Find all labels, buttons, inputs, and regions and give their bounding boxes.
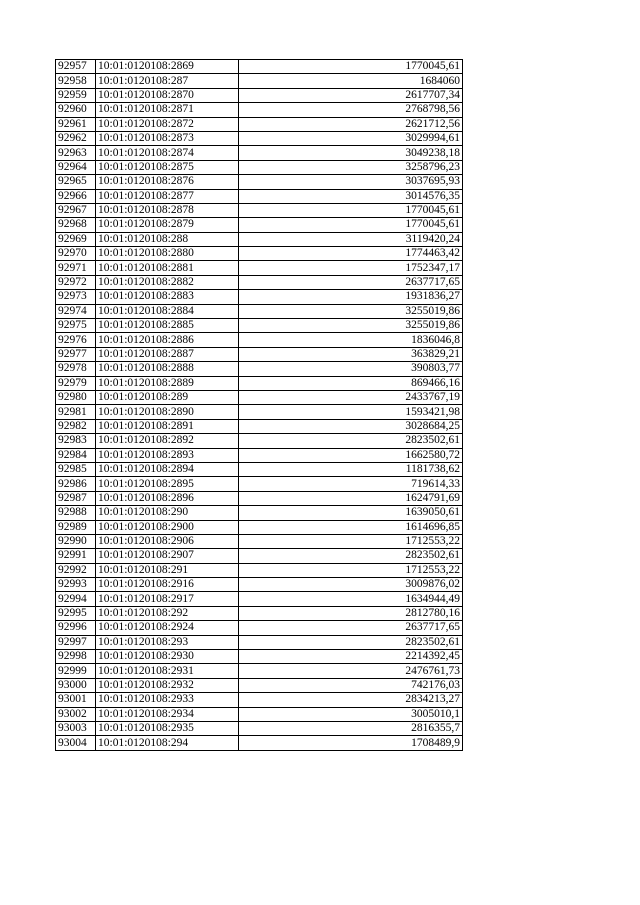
table-row (56, 534, 463, 548)
value-cell: 2812780,16 (239, 606, 463, 620)
table-row (56, 434, 463, 448)
value-cell: 1624791,69 (239, 491, 463, 505)
cadastral-number-cell: 10:01:0120108:2886 (96, 333, 239, 347)
row-number-cell: 92989 (56, 520, 96, 534)
row-number-cell: 92966 (56, 189, 96, 203)
row-number-cell: 92984 (56, 448, 96, 462)
row-number-cell: 92986 (56, 477, 96, 491)
table-row (56, 635, 463, 649)
value-cell: 1712553,22 (239, 563, 463, 577)
value-cell: 2823502,61 (239, 549, 463, 563)
row-number-cell: 92967 (56, 203, 96, 217)
cadastral-number-cell: 10:01:0120108:2894 (96, 462, 239, 476)
row-number-cell: 93000 (56, 678, 96, 692)
cadastral-number-cell: 10:01:0120108:2885 (96, 319, 239, 333)
value-cell: 3119420,24 (239, 232, 463, 246)
value-cell: 1614696,85 (239, 520, 463, 534)
value-cell: 2637717,65 (239, 621, 463, 635)
value-cell: 3029994,61 (239, 131, 463, 145)
value-cell: 3255019,86 (239, 304, 463, 318)
row-number-cell: 92978 (56, 362, 96, 376)
row-number-cell: 93004 (56, 736, 96, 750)
cadastral-number-cell: 10:01:0120108:2934 (96, 707, 239, 721)
row-number-cell: 92996 (56, 621, 96, 635)
cadastral-number-cell: 10:01:0120108:2917 (96, 592, 239, 606)
cadastral-number-cell: 10:01:0120108:2890 (96, 405, 239, 419)
table-row (56, 362, 463, 376)
row-number-cell: 92981 (56, 405, 96, 419)
table-row (56, 664, 463, 678)
table-row (56, 549, 463, 563)
row-number-cell: 92998 (56, 650, 96, 664)
row-number-cell: 92970 (56, 247, 96, 261)
value-cell: 1752347,17 (239, 261, 463, 275)
row-number-cell: 92987 (56, 491, 96, 505)
cadastral-number-cell: 10:01:0120108:292 (96, 606, 239, 620)
cadastral-number-cell: 10:01:0120108:2893 (96, 448, 239, 462)
table-row (56, 74, 463, 88)
table-row (56, 707, 463, 721)
table-row (56, 232, 463, 246)
row-number-cell: 92999 (56, 664, 96, 678)
table-row (56, 563, 463, 577)
value-cell: 1770045,61 (239, 218, 463, 232)
value-cell: 2823502,61 (239, 434, 463, 448)
value-cell: 390803,77 (239, 362, 463, 376)
table-row (56, 203, 463, 217)
value-cell: 2214392,45 (239, 650, 463, 664)
row-number-cell: 92983 (56, 434, 96, 448)
cadastral-number-cell: 10:01:0120108:2933 (96, 693, 239, 707)
value-cell: 1662580,72 (239, 448, 463, 462)
cadastral-number-cell: 10:01:0120108:2907 (96, 549, 239, 563)
value-cell: 1836046,8 (239, 333, 463, 347)
table-row (56, 405, 463, 419)
cadastral-number-cell: 10:01:0120108:2873 (96, 131, 239, 145)
cadastral-number-cell: 10:01:0120108:2874 (96, 146, 239, 160)
value-cell: 1639050,61 (239, 506, 463, 520)
row-number-cell: 92972 (56, 275, 96, 289)
value-cell: 1634944,49 (239, 592, 463, 606)
cadastral-number-cell: 10:01:0120108:288 (96, 232, 239, 246)
row-number-cell: 92985 (56, 462, 96, 476)
value-cell: 3028684,25 (239, 419, 463, 433)
table-row (56, 103, 463, 117)
cadastral-number-cell: 10:01:0120108:2875 (96, 160, 239, 174)
row-number-cell: 92975 (56, 319, 96, 333)
table-row (56, 592, 463, 606)
cadastral-number-cell: 10:01:0120108:2876 (96, 175, 239, 189)
row-number-cell: 92993 (56, 578, 96, 592)
cadastral-number-cell: 10:01:0120108:2906 (96, 534, 239, 548)
table-row (56, 506, 463, 520)
row-number-cell: 93002 (56, 707, 96, 721)
row-number-cell: 92991 (56, 549, 96, 563)
table-row (56, 419, 463, 433)
table-row (56, 189, 463, 203)
value-cell: 3009876,02 (239, 578, 463, 592)
table-row (56, 693, 463, 707)
value-cell: 1712553,22 (239, 534, 463, 548)
value-cell: 719614,33 (239, 477, 463, 491)
cadastral-number-cell: 10:01:0120108:2884 (96, 304, 239, 318)
table-row (56, 736, 463, 750)
row-number-cell: 92995 (56, 606, 96, 620)
table-row (56, 491, 463, 505)
row-number-cell: 92968 (56, 218, 96, 232)
table-row (56, 261, 463, 275)
value-cell: 2834213,27 (239, 693, 463, 707)
row-number-cell: 92979 (56, 376, 96, 390)
row-number-cell: 92957 (56, 60, 96, 74)
value-cell: 3258796,23 (239, 160, 463, 174)
table-row (56, 175, 463, 189)
row-number-cell: 92963 (56, 146, 96, 160)
table-row (56, 333, 463, 347)
value-cell: 2768798,56 (239, 103, 463, 117)
value-cell: 1770045,61 (239, 203, 463, 217)
cadastral-number-cell: 10:01:0120108:2879 (96, 218, 239, 232)
row-number-cell: 92990 (56, 534, 96, 548)
value-cell: 1770045,61 (239, 60, 463, 74)
table-row (56, 319, 463, 333)
cadastral-number-cell: 10:01:0120108:2871 (96, 103, 239, 117)
cadastral-number-cell: 10:01:0120108:2916 (96, 578, 239, 592)
cadastral-number-cell: 10:01:0120108:2888 (96, 362, 239, 376)
row-number-cell: 92959 (56, 88, 96, 102)
table-row (56, 131, 463, 145)
cadastral-number-cell: 10:01:0120108:291 (96, 563, 239, 577)
table-row (56, 376, 463, 390)
row-number-cell: 92971 (56, 261, 96, 275)
value-cell: 3014576,35 (239, 189, 463, 203)
table-row (56, 117, 463, 131)
table-row (56, 606, 463, 620)
row-number-cell: 92988 (56, 506, 96, 520)
table-row (56, 347, 463, 361)
value-cell: 3037695,93 (239, 175, 463, 189)
value-cell: 2433767,19 (239, 390, 463, 404)
row-number-cell: 92958 (56, 74, 96, 88)
cadastral-number-cell: 10:01:0120108:2869 (96, 60, 239, 74)
value-cell: 3005010,1 (239, 707, 463, 721)
row-number-cell: 93003 (56, 721, 96, 735)
row-number-cell: 92994 (56, 592, 96, 606)
cadastral-number-cell: 10:01:0120108:2895 (96, 477, 239, 491)
value-cell: 742176,03 (239, 678, 463, 692)
value-cell: 2617707,34 (239, 88, 463, 102)
table-row (56, 304, 463, 318)
value-cell: 2621712,56 (239, 117, 463, 131)
cadastral-number-cell: 10:01:0120108:2887 (96, 347, 239, 361)
row-number-cell: 92997 (56, 635, 96, 649)
cadastral-number-cell: 10:01:0120108:2877 (96, 189, 239, 203)
table-row (56, 650, 463, 664)
table-row (56, 520, 463, 534)
table-row (56, 448, 463, 462)
cadastral-value-table (55, 59, 463, 751)
cadastral-number-cell: 10:01:0120108:2872 (96, 117, 239, 131)
row-number-cell: 92960 (56, 103, 96, 117)
table-row (56, 247, 463, 261)
value-cell: 3049238,18 (239, 146, 463, 160)
cadastral-number-cell: 10:01:0120108:2900 (96, 520, 239, 534)
cadastral-number-cell: 10:01:0120108:2892 (96, 434, 239, 448)
table-row (56, 621, 463, 635)
cadastral-number-cell: 10:01:0120108:2931 (96, 664, 239, 678)
table-row (56, 721, 463, 735)
row-number-cell: 92964 (56, 160, 96, 174)
value-cell: 2823502,61 (239, 635, 463, 649)
row-number-cell: 92992 (56, 563, 96, 577)
row-number-cell: 92980 (56, 390, 96, 404)
value-cell: 2637717,65 (239, 275, 463, 289)
value-cell: 363829,21 (239, 347, 463, 361)
cadastral-number-cell: 10:01:0120108:2896 (96, 491, 239, 505)
cadastral-number-cell: 10:01:0120108:2924 (96, 621, 239, 635)
cadastral-number-cell: 10:01:0120108:2932 (96, 678, 239, 692)
cadastral-number-cell: 10:01:0120108:2881 (96, 261, 239, 275)
table-body (56, 60, 463, 751)
row-number-cell: 92969 (56, 232, 96, 246)
table-row (56, 275, 463, 289)
cadastral-number-cell: 10:01:0120108:2883 (96, 290, 239, 304)
cadastral-number-cell: 10:01:0120108:2880 (96, 247, 239, 261)
cadastral-number-cell: 10:01:0120108:2878 (96, 203, 239, 217)
cadastral-number-cell: 10:01:0120108:2930 (96, 650, 239, 664)
row-number-cell: 92982 (56, 419, 96, 433)
row-number-cell: 92977 (56, 347, 96, 361)
row-number-cell: 93001 (56, 693, 96, 707)
value-cell: 2816355,7 (239, 721, 463, 735)
table-row (56, 88, 463, 102)
table-row (56, 462, 463, 476)
cadastral-number-cell: 10:01:0120108:287 (96, 74, 239, 88)
table-row (56, 678, 463, 692)
cadastral-number-cell: 10:01:0120108:2870 (96, 88, 239, 102)
cadastral-number-cell: 10:01:0120108:2935 (96, 721, 239, 735)
cadastral-number-cell: 10:01:0120108:2882 (96, 275, 239, 289)
row-number-cell: 92965 (56, 175, 96, 189)
cadastral-number-cell: 10:01:0120108:2889 (96, 376, 239, 390)
table-row (56, 390, 463, 404)
cadastral-number-cell: 10:01:0120108:290 (96, 506, 239, 520)
value-cell: 1593421,98 (239, 405, 463, 419)
table-row (56, 146, 463, 160)
table-row (56, 160, 463, 174)
cadastral-number-cell: 10:01:0120108:294 (96, 736, 239, 750)
row-number-cell: 92961 (56, 117, 96, 131)
value-cell: 1774463,42 (239, 247, 463, 261)
row-number-cell: 92973 (56, 290, 96, 304)
value-cell: 869466,16 (239, 376, 463, 390)
cadastral-number-cell: 10:01:0120108:293 (96, 635, 239, 649)
table-row (56, 290, 463, 304)
table-row (56, 218, 463, 232)
table-row (56, 60, 463, 74)
value-cell: 1181738,62 (239, 462, 463, 476)
row-number-cell: 92974 (56, 304, 96, 318)
cadastral-number-cell: 10:01:0120108:289 (96, 390, 239, 404)
value-cell: 3255019,86 (239, 319, 463, 333)
table-row (56, 578, 463, 592)
value-cell: 1684060 (239, 74, 463, 88)
value-cell: 1708489,9 (239, 736, 463, 750)
value-cell: 1931836,27 (239, 290, 463, 304)
row-number-cell: 92962 (56, 131, 96, 145)
table-row (56, 477, 463, 491)
value-cell: 2476761,73 (239, 664, 463, 678)
row-number-cell: 92976 (56, 333, 96, 347)
cadastral-number-cell: 10:01:0120108:2891 (96, 419, 239, 433)
